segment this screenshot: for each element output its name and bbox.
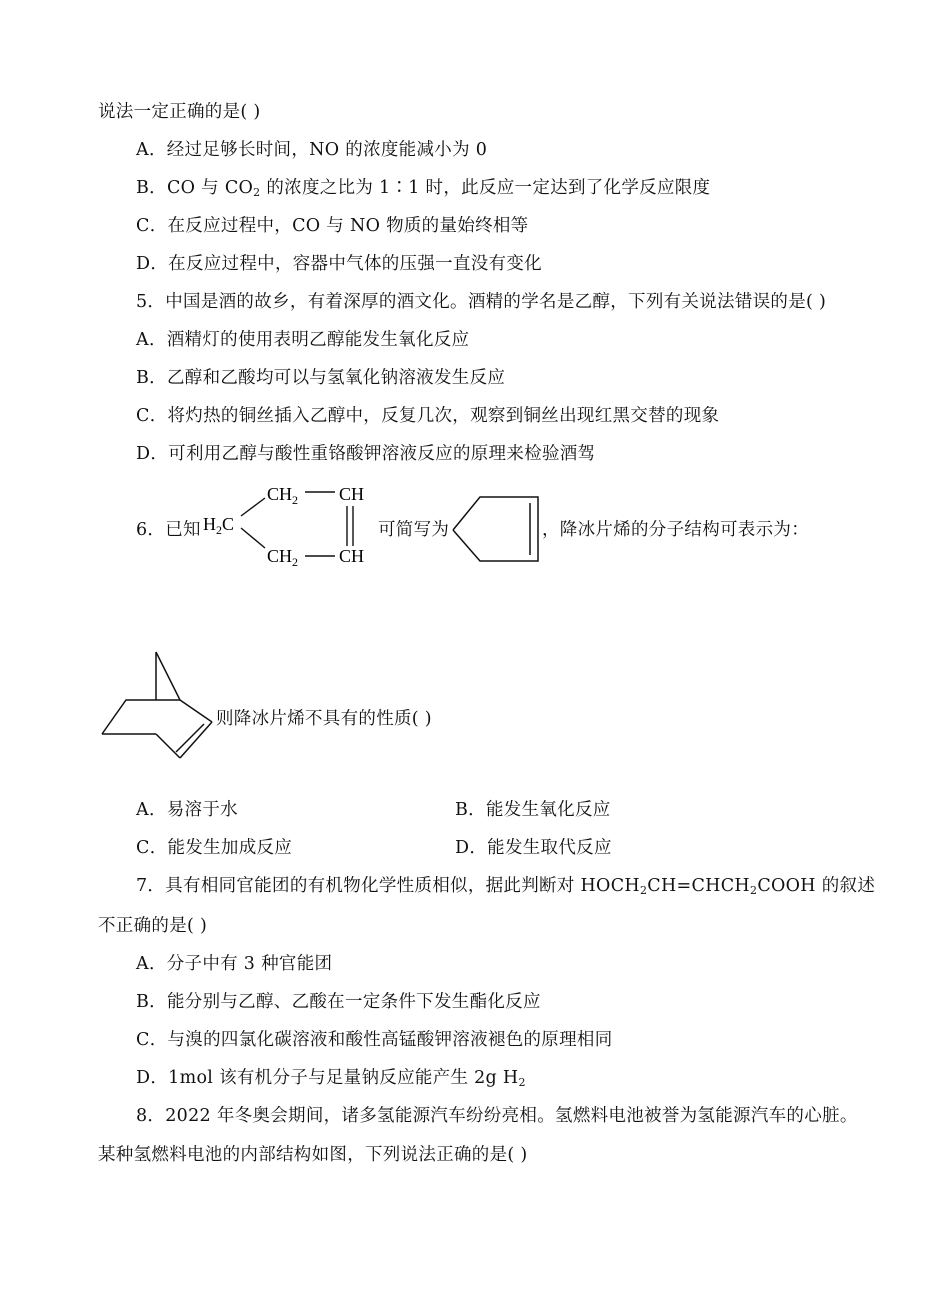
bond-lower-left	[241, 528, 265, 548]
norbornene-double-bond-outer	[180, 722, 212, 758]
struct-h2c-label: $H_2C$	[203, 514, 235, 537]
q6-option-c: C．能发生加成反应	[136, 838, 293, 858]
q4-option-a: A．经过足够长时间，NO 的浓度能减小为 0	[136, 140, 488, 160]
q4-option-b: B．CO 与 $CO_2$ 的浓度之比为 1∶1 时，此反应一定达到了化学反应限度	[136, 178, 711, 199]
q7-stem-line2: 不正确的是( )	[98, 916, 208, 936]
q8-stem-line2: 某种氢燃料电池的内部结构如图，下列说法正确的是( )	[98, 1145, 528, 1165]
q6-option-b: B．能发生氧化反应	[455, 800, 611, 820]
q6-suffix: ，降冰片烯的分子结构可表示为：	[542, 520, 809, 540]
q6-middle: 可简写为	[378, 520, 450, 540]
norbornene-lower-bond	[156, 734, 180, 758]
q7-option-b: B．能分别与乙醇、乙酸在一定条件下发生酯化反应	[136, 992, 541, 1012]
struct-ch2-top: $CH_2$	[267, 484, 299, 507]
norbornene-left-upper	[102, 700, 156, 734]
cyclopentene-skeletal-structure	[450, 493, 542, 567]
q7-stem-line1: 7．具有相同官能团的有机物化学性质相似，据此判断对 $HOCH_2CH=CHCH_2COOH$ 的叙述	[136, 876, 876, 897]
norbornene-bridge-right	[156, 652, 180, 700]
q5-option-a: A．酒精灯的使用表明乙醇能发生氧化反应	[136, 330, 470, 350]
pentagon-ring	[453, 497, 538, 561]
norbornene-structure	[98, 648, 218, 764]
q4-stem-tail: 说法一定正确的是( )	[98, 102, 261, 122]
q6-norbornene-text: 则降冰片烯不具有的性质( )	[216, 709, 432, 729]
q4-option-d: D．在反应过程中，容器中气体的压强一直没有变化	[136, 254, 542, 274]
struct-ch-top: CH	[339, 484, 365, 504]
q6-option-a: A．易溶于水	[136, 800, 238, 820]
norbornene-right-upper	[180, 700, 212, 722]
q5-option-d: D．可利用乙醇与酸性重铬酸钾溶液反应的原理来检验酒驾	[136, 444, 596, 464]
q5-stem: 5．中国是酒的故乡，有着深厚的酒文化。酒精的学名是乙醇，下列有关说法错误的是( )	[136, 292, 827, 312]
q7-option-d: D．1mol 该有机分子与足量钠反应能产生 2g $H_2$	[136, 1068, 526, 1089]
q5-option-c: C．将灼热的铜丝插入乙醇中，反复几次，观察到铜丝出现红黑交替的现象	[136, 406, 720, 426]
q7-option-c: C．与溴的四氯化碳溶液和酸性高锰酸钾溶液褪色的原理相同	[136, 1030, 613, 1050]
struct-ch2-bottom: $CH_2$	[267, 546, 299, 569]
struct-ch-bottom: CH	[339, 546, 365, 566]
bond-upper-left	[241, 498, 265, 516]
q4-option-c: C．在反应过程中，CO 与 NO 物质的量始终相等	[136, 216, 529, 236]
q8-stem-line1: 8．2022 年冬奥会期间，诸多氢能源汽车纷纷亮相。氢燃料电池被誉为氢能源汽车的心脏。	[136, 1106, 858, 1126]
q6-option-d: D．能发生取代反应	[455, 838, 612, 858]
q7-option-a: A．分子中有 3 种官能团	[136, 954, 333, 974]
q6-prefix: 6．已知	[136, 520, 201, 540]
cyclopentene-condensed-structure	[195, 478, 385, 572]
q5-option-b: B．乙醇和乙酸均可以与氢氧化钠溶液发生反应	[136, 368, 506, 388]
